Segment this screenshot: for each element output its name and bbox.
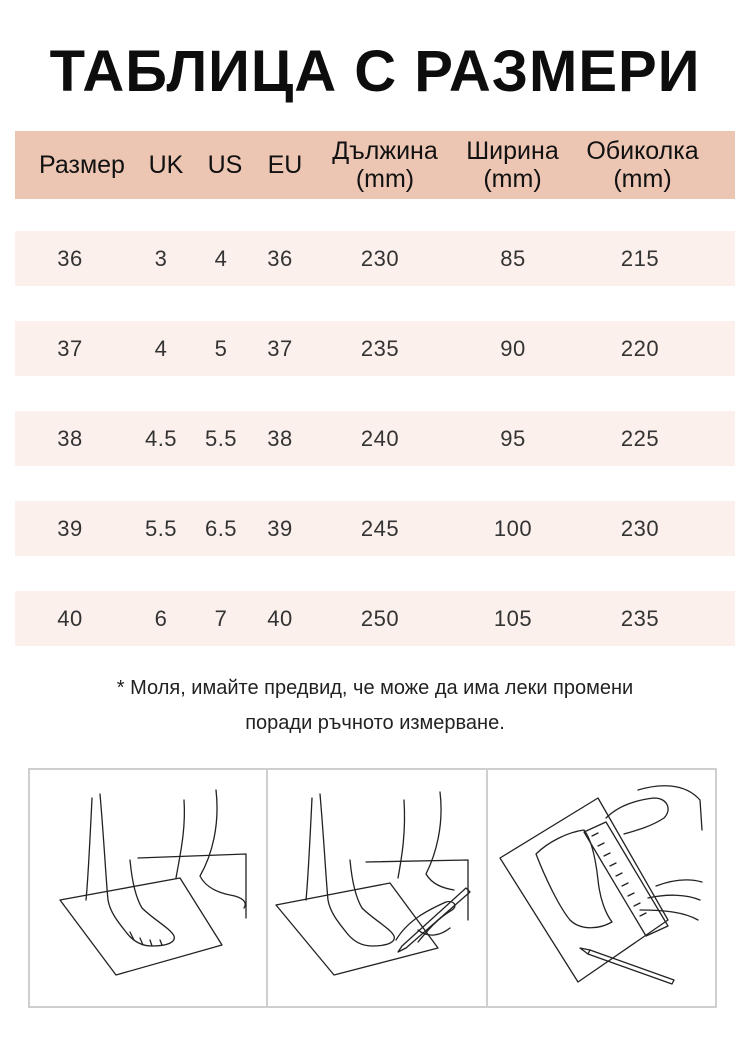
header-size: Размер (39, 151, 125, 179)
cell-length: 235 (360, 335, 400, 361)
cell-girth: 225 (620, 425, 660, 451)
page-title: ТАБЛИЦА С РАЗМЕРИ (49, 39, 701, 104)
note-line-2: поради ръчното измерване. (245, 712, 505, 734)
table-row (15, 501, 735, 556)
cell-eu: 37 (267, 335, 293, 361)
cell-eu: 36 (267, 245, 293, 271)
header-uk: UK (148, 151, 184, 179)
header-us: US (207, 151, 243, 179)
cell-length: 245 (360, 515, 400, 541)
standing-on-paper-illustration (30, 770, 266, 1006)
cell-size: 36 (57, 245, 83, 271)
table-header (15, 131, 735, 199)
header-length: Дължина (mm) (332, 137, 438, 193)
cell-eu: 40 (267, 605, 293, 631)
cell-girth: 235 (620, 605, 660, 631)
cell-length: 240 (360, 425, 400, 451)
cell-us: 5 (214, 335, 228, 361)
cell-width: 95 (500, 425, 526, 451)
cell-girth: 220 (620, 335, 660, 361)
table-row (15, 411, 735, 466)
cell-us: 5.5 (204, 425, 238, 451)
cell-uk: 3 (154, 245, 168, 271)
cell-uk: 4 (154, 335, 168, 361)
cell-width: 100 (493, 515, 533, 541)
cell-length: 250 (360, 605, 400, 631)
cell-size: 40 (57, 605, 83, 631)
header-width: Ширина (mm) (466, 137, 559, 193)
measurement-illustrations (28, 768, 717, 1008)
cell-eu: 39 (267, 515, 293, 541)
cell-width: 105 (493, 605, 533, 631)
cell-uk: 6 (154, 605, 168, 631)
table-row (15, 591, 735, 646)
cell-eu: 38 (267, 425, 293, 451)
cell-us: 6.5 (204, 515, 238, 541)
cell-girth: 215 (620, 245, 660, 271)
cell-girth: 230 (620, 515, 660, 541)
header-eu: EU (267, 151, 303, 179)
note-line-1: * Моля, имайте предвид, че може да има леки промени (116, 677, 634, 699)
table-row (15, 231, 735, 286)
table-row (15, 321, 735, 376)
cell-uk: 4.5 (144, 425, 178, 451)
cell-size: 37 (57, 335, 83, 361)
cell-us: 4 (214, 245, 228, 271)
cell-length: 230 (360, 245, 400, 271)
cell-size: 38 (57, 425, 83, 451)
header-girth: Обиколка (mm) (586, 137, 699, 193)
measuring-outline-illustration (488, 770, 715, 1006)
cell-us: 7 (214, 605, 228, 631)
cell-uk: 5.5 (144, 515, 178, 541)
tracing-foot-illustration (268, 770, 486, 1006)
cell-width: 90 (500, 335, 526, 361)
cell-width: 85 (500, 245, 526, 271)
cell-size: 39 (57, 515, 83, 541)
